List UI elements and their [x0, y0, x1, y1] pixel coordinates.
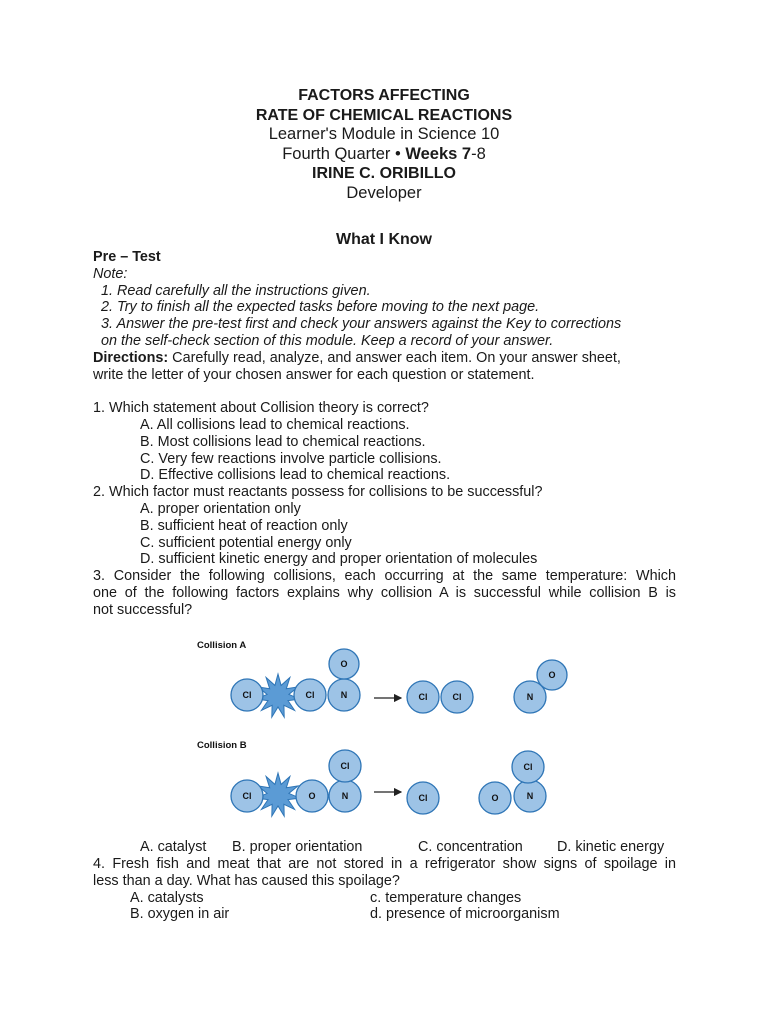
title-line-2: RATE OF CHEMICAL REACTIONS — [255, 106, 513, 124]
q4-options-row — [93, 906, 676, 923]
svg-text:N: N — [526, 791, 534, 801]
q3-stem-line-1: 3. Consider the following collisions, each occurring at the same temperature: Which — [93, 568, 676, 585]
directions — [93, 350, 676, 367]
weeks-range: -8 — [471, 144, 486, 163]
directions-text: Carefully read, analyze, and answer each item. On your answer sheet, — [168, 349, 621, 366]
q4-stem-line-2: less than a day. What has caused this spoilage? — [93, 872, 400, 889]
module-subtitle: Learner's Module in Science 10 — [268, 125, 500, 143]
collision-a-label: Collision A — [197, 640, 247, 651]
atom-cl — [407, 782, 439, 814]
q1-option: D. Effective collisions lead to chemical reactions. — [140, 467, 451, 484]
svg-text:N: N — [340, 690, 348, 700]
q3-option: A. catalyst — [140, 839, 207, 855]
atom-cl — [329, 750, 361, 782]
atom-n — [514, 780, 546, 812]
title-line-1: FACTORS AFFECTING — [298, 87, 470, 104]
svg-text:Cl: Cl — [242, 791, 252, 801]
collision-b-label: Collision B — [197, 740, 247, 751]
atom-n — [328, 679, 360, 711]
note-item-continuation: on the self-check section of this module. Keep a record of your answer. — [101, 332, 554, 349]
svg-text:Cl: Cl — [305, 690, 315, 700]
q4-option: c. temperature changes — [370, 889, 522, 906]
note-label: Note: — [93, 265, 128, 282]
q1-option: C. Very few reactions involve particle collisions. — [140, 450, 442, 467]
note-item: 1. Read carefully all the instructions given. — [101, 282, 371, 299]
author-name: IRINE C. ORIBILLO — [312, 165, 456, 182]
svg-text:O: O — [340, 659, 348, 669]
q3-option: B. proper orientation — [232, 839, 363, 855]
atom-o — [329, 649, 359, 679]
q4-option: d. presence of microorganism — [370, 906, 560, 923]
q2-option: A. proper orientation only — [140, 500, 301, 517]
module-header — [0, 86, 768, 203]
q1-option: B. Most collisions lead to chemical reactions. — [140, 433, 426, 450]
collision-diagram — [190, 632, 580, 832]
section-title: What I Know — [336, 231, 432, 248]
q3-option: C. concentration — [418, 839, 523, 855]
directions-text-2: write the letter of your chosen answer for each question or statement. — [93, 366, 535, 383]
note-item: 2. Try to finish all the expected tasks before moving to the next page. — [101, 299, 540, 316]
svg-text:N: N — [341, 791, 349, 801]
atom-cl — [231, 679, 263, 711]
author-role: Developer — [346, 183, 422, 202]
pretest-body — [93, 249, 676, 619]
svg-text:Cl: Cl — [340, 761, 350, 771]
svg-text:N: N — [526, 692, 534, 702]
quarter-label: Fourth Quarter • — [282, 144, 406, 163]
atom-cl — [294, 679, 326, 711]
directions-label: Directions: — [93, 349, 169, 366]
atom-o — [296, 780, 328, 812]
q4-stem-line-1: 4. Fresh fish and meat that are not stored in a refrigerator show signs of spoilage in — [93, 856, 676, 872]
atom-cl — [407, 681, 439, 713]
quarter-weeks — [0, 145, 768, 165]
svg-text:Cl: Cl — [242, 690, 252, 700]
q4-option: B. oxygen in air — [130, 906, 230, 923]
atom-cl — [231, 780, 263, 812]
atom-o — [537, 660, 567, 690]
atom-cl — [512, 751, 544, 783]
q2-option: B. sufficient heat of reaction only — [140, 517, 348, 534]
svg-text:Cl: Cl — [452, 692, 462, 702]
atom-o — [479, 782, 511, 814]
note-item: 3. Answer the pre-test first and check your answers against the Key to corrections — [101, 316, 622, 333]
svg-text:O: O — [548, 670, 556, 680]
q1-option: A. All collisions lead to chemical reactions. — [140, 416, 410, 433]
svg-text:Cl: Cl — [418, 793, 428, 803]
q1-stem: 1. Which statement about Collision theory is correct? — [93, 400, 429, 417]
q3-stem-line-3: not successful? — [93, 601, 193, 618]
svg-text:O: O — [308, 791, 316, 801]
q2-stem: 2. Which factor must reactants possess for collisions to be successful? — [93, 484, 543, 501]
pretest-title: Pre – Test — [93, 249, 161, 265]
atom-cl — [441, 681, 473, 713]
atom-n — [329, 780, 361, 812]
weeks-label: Weeks 7 — [405, 144, 472, 163]
q4-options-row — [93, 890, 676, 907]
svg-text:Cl: Cl — [523, 762, 533, 772]
svg-text:O: O — [491, 793, 499, 803]
q4-block — [93, 856, 676, 923]
q2-option: D. sufficient kinetic energy and proper orientation of molecules — [140, 551, 538, 568]
q2-option: C. sufficient potential energy only — [140, 534, 352, 551]
svg-text:Cl: Cl — [418, 692, 428, 702]
q3-stem-line-2: one of the following factors explains why collision A is successful while collision B is — [93, 584, 676, 601]
q3-option: D. kinetic energy — [557, 839, 665, 855]
q4-option: A. catalysts — [130, 889, 204, 906]
